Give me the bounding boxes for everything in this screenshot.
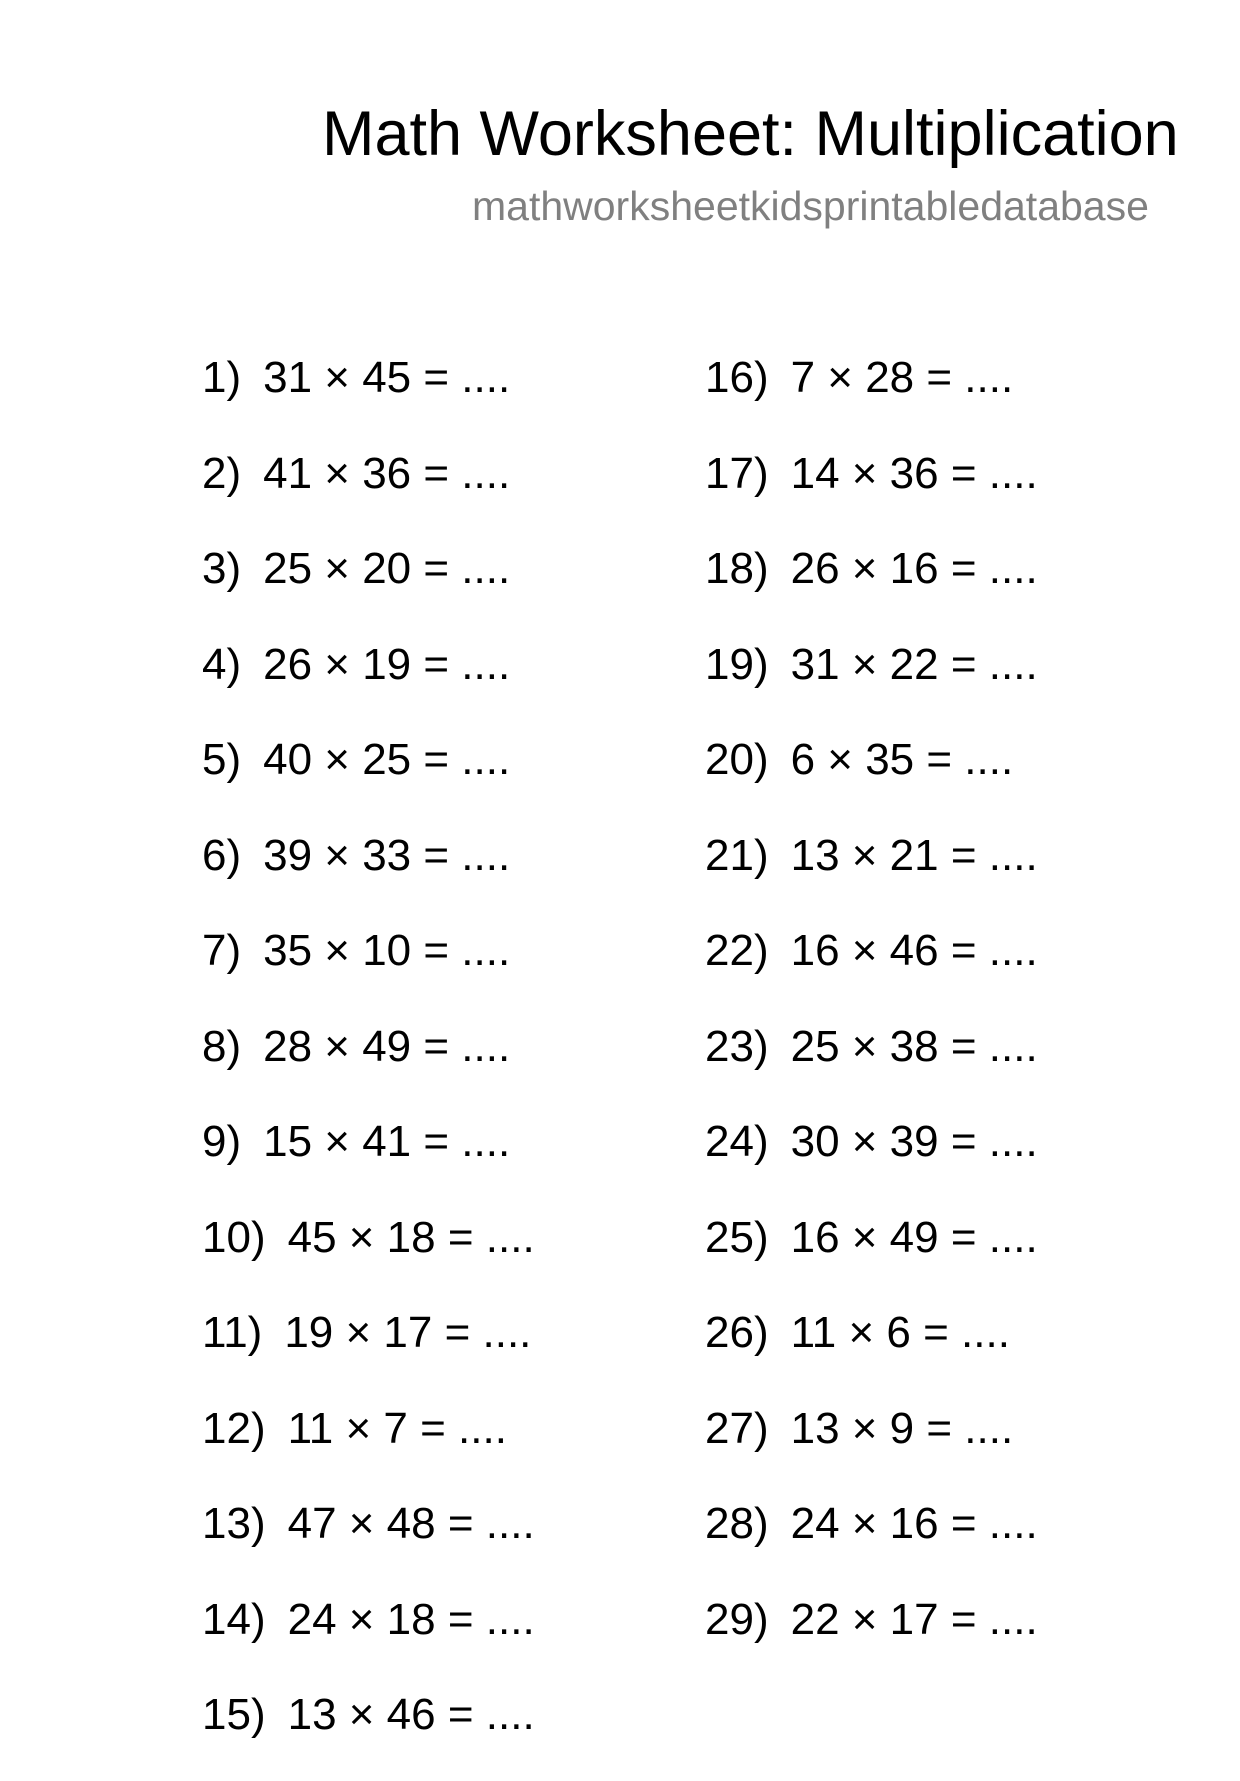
problem-item [705, 921, 1038, 1017]
problem-expression: 31 × 22 = .... [790, 639, 1038, 689]
problem-expression: 26 × 16 = .... [790, 544, 1038, 593]
problem-item [705, 635, 1038, 731]
problem-number: 24) [705, 1117, 769, 1166]
problem-item [202, 539, 535, 635]
problem-number: 8) [202, 1021, 242, 1071]
problem-expression: 35 × 10 = .... [263, 926, 511, 975]
problem-number: 21) [705, 830, 769, 880]
problem-item [202, 444, 535, 540]
problem-number: 12) [202, 1403, 266, 1453]
problem-expression: 24 × 16 = .... [790, 1499, 1038, 1548]
problem-item [202, 1399, 535, 1495]
problem-expression: 25 × 20 = .... [263, 544, 511, 593]
problem-item [202, 1112, 535, 1208]
problem-expression: 13 × 46 = .... [287, 1690, 535, 1739]
problem-expression: 26 × 19 = .... [263, 639, 511, 689]
problem-item [202, 826, 535, 922]
worksheet-source: mathworksheetkidsprintabledatabase [472, 183, 1149, 229]
problem-number: 11) [202, 1308, 263, 1357]
problem-item [705, 1399, 1038, 1495]
problem-expression: 24 × 18 = .... [287, 1594, 535, 1644]
problem-number: 4) [202, 639, 242, 689]
problem-item [705, 1303, 1038, 1399]
problem-expression: 11 × 6 = .... [790, 1308, 1010, 1357]
problem-item [705, 730, 1038, 826]
problem-expression: 41 × 36 = .... [263, 448, 511, 498]
problem-number: 28) [705, 1499, 769, 1548]
problem-item [202, 1303, 535, 1399]
problem-item [705, 826, 1038, 922]
problem-item [705, 1017, 1038, 1113]
problem-column-left [202, 348, 535, 1781]
problem-expression: 6 × 35 = .... [790, 735, 1014, 784]
problem-expression: 28 × 49 = .... [263, 1021, 511, 1071]
problem-expression: 13 × 21 = .... [790, 830, 1038, 880]
problem-number: 7) [202, 926, 242, 975]
problem-expression: 30 × 39 = .... [790, 1117, 1038, 1166]
problem-item [202, 1685, 535, 1781]
problem-expression: 31 × 45 = .... [263, 353, 511, 402]
problem-number: 29) [705, 1594, 769, 1644]
problem-number: 26) [705, 1308, 769, 1357]
problem-item [705, 1590, 1038, 1686]
problem-item [705, 348, 1038, 444]
problem-number: 14) [202, 1594, 266, 1644]
problem-item [705, 1208, 1038, 1304]
problem-number: 9) [202, 1117, 242, 1166]
problem-expression: 7 × 28 = .... [790, 353, 1014, 402]
problem-number: 5) [202, 735, 242, 784]
problem-column-right [705, 348, 1038, 1685]
problem-number: 6) [202, 830, 242, 880]
problem-number: 2) [202, 448, 242, 498]
problem-item [202, 921, 535, 1017]
problem-number: 3) [202, 544, 242, 593]
problem-item [705, 1112, 1038, 1208]
problem-number: 23) [705, 1021, 769, 1071]
problem-expression: 14 × 36 = .... [790, 448, 1038, 498]
problem-expression: 11 × 7 = .... [287, 1403, 507, 1453]
problem-item [202, 1590, 535, 1686]
problem-number: 15) [202, 1690, 266, 1739]
problem-number: 25) [705, 1212, 769, 1262]
problem-number: 13) [202, 1499, 266, 1548]
problem-expression: 22 × 17 = .... [790, 1594, 1038, 1644]
problem-number: 17) [705, 448, 769, 498]
problem-item [202, 1494, 535, 1590]
problem-number: 1) [202, 353, 242, 402]
problem-expression: 39 × 33 = .... [263, 830, 511, 880]
problem-item [202, 635, 535, 731]
problem-item [202, 730, 535, 826]
problem-item [705, 1494, 1038, 1590]
problem-item [705, 444, 1038, 540]
problem-item [202, 348, 535, 444]
worksheet-title: Math Worksheet: Multiplication [322, 99, 1179, 169]
problem-expression: 25 × 38 = .... [790, 1021, 1038, 1071]
problem-expression: 19 × 17 = .... [284, 1308, 532, 1357]
problem-expression: 13 × 9 = .... [790, 1403, 1014, 1453]
problem-expression: 16 × 49 = .... [790, 1212, 1038, 1262]
problem-item [202, 1208, 535, 1304]
problem-number: 18) [705, 544, 769, 593]
problem-number: 16) [705, 353, 769, 402]
problem-item [202, 1017, 535, 1113]
problem-number: 22) [705, 926, 769, 975]
problem-item [705, 539, 1038, 635]
problem-number: 19) [705, 639, 769, 689]
problem-number: 27) [705, 1403, 769, 1453]
problem-expression: 47 × 48 = .... [287, 1499, 535, 1548]
problem-expression: 16 × 46 = .... [790, 926, 1038, 975]
problem-expression: 40 × 25 = .... [263, 735, 511, 784]
problem-expression: 45 × 18 = .... [287, 1212, 535, 1262]
problem-number: 20) [705, 735, 769, 784]
problem-number: 10) [202, 1212, 266, 1262]
problem-expression: 15 × 41 = .... [263, 1117, 511, 1166]
